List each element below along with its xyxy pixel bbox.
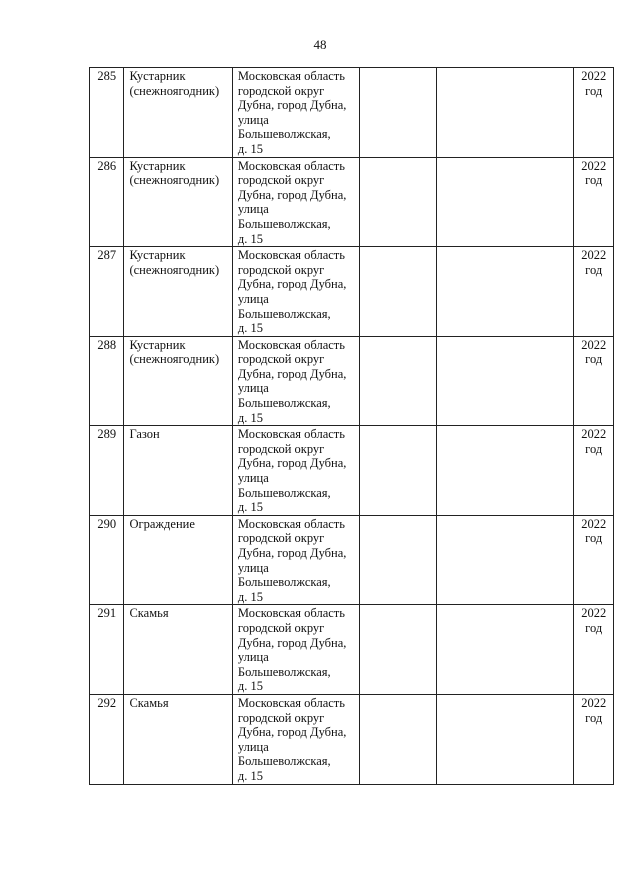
address-cell <box>232 515 359 605</box>
address-line: городской округ <box>237 83 325 98</box>
address-line: Большеволжская, <box>237 664 331 679</box>
object-name-line: (снежноягодник) <box>129 173 220 188</box>
object-name-line: Кустарник <box>129 158 186 173</box>
empty-cell-col4 <box>359 694 436 784</box>
empty-cell-col5 <box>436 515 574 605</box>
empty-cell-col5 <box>436 157 574 247</box>
year-cell <box>574 694 614 784</box>
year-line: 2022 <box>581 695 607 710</box>
year-line: год <box>585 441 603 456</box>
address-line: Большеволжская, <box>237 396 331 411</box>
year-line: год <box>585 620 603 635</box>
object-name-cell <box>124 426 232 516</box>
table-row <box>90 605 614 695</box>
year-cell <box>574 605 614 695</box>
table-row <box>90 68 614 158</box>
address-line: Большеволжская, <box>237 306 331 321</box>
year-line: 2022 <box>581 606 607 621</box>
address-line: д. 15 <box>237 679 264 694</box>
object-name-cell <box>124 336 232 426</box>
address-line: Дубна, город Дубна, <box>237 98 347 113</box>
empty-cell-col5 <box>436 247 574 337</box>
row-number-cell: 292 <box>90 694 124 784</box>
address-cell <box>232 426 359 516</box>
year-line: 2022 <box>581 427 607 442</box>
empty-cell-col4 <box>359 605 436 695</box>
empty-cell-col5 <box>436 605 574 695</box>
empty-cell-col5 <box>436 426 574 516</box>
address-cell <box>232 336 359 426</box>
address-line: Дубна, город Дубна, <box>237 546 347 560</box>
table-row <box>90 694 614 784</box>
address-cell <box>232 68 359 158</box>
empty-cell-col4 <box>359 515 436 605</box>
address-line: Московская область <box>237 158 345 173</box>
address-line: Московская область <box>237 69 345 83</box>
object-name-cell <box>124 605 232 695</box>
year-line: 2022 <box>581 158 607 173</box>
row-number-cell: 285 <box>90 68 124 158</box>
address-line: улица <box>237 560 269 575</box>
address-line: городской округ <box>237 441 325 456</box>
row-number-cell: 287 <box>90 247 124 337</box>
year-cell <box>574 426 614 516</box>
address-line: Дубна, город Дубна, <box>237 366 347 381</box>
year-cell <box>574 247 614 337</box>
object-name-line: Кустарник <box>129 248 186 263</box>
object-name-line: Скамья <box>129 606 169 621</box>
row-number-cell: 286 <box>90 157 124 247</box>
address-line: Дубна, город Дубна, <box>237 635 347 650</box>
address-line: Большеволжская, <box>237 485 331 500</box>
object-name-line: Ограждение <box>129 516 195 531</box>
year-line: 2022 <box>581 69 607 83</box>
address-line: улица <box>237 202 269 217</box>
address-line: улица <box>237 112 269 127</box>
address-line: городской округ <box>237 352 325 367</box>
year-cell <box>574 336 614 426</box>
object-name-line: Кустарник <box>129 69 186 83</box>
object-name-line: (снежноягодник) <box>129 83 220 98</box>
year-line: 2022 <box>581 248 607 263</box>
address-line: д. 15 <box>237 321 264 336</box>
address-line: Московская область <box>237 695 345 710</box>
table-row <box>90 426 614 516</box>
object-name-cell <box>124 515 232 605</box>
address-line: Дубна, город Дубна, <box>237 725 347 740</box>
year-line: год <box>585 173 603 188</box>
empty-cell-col5 <box>436 68 574 158</box>
empty-cell-col4 <box>359 247 436 337</box>
address-line: Дубна, город Дубна, <box>237 277 347 292</box>
year-line: 2022 <box>581 337 607 352</box>
year-line: год <box>585 352 603 367</box>
address-cell <box>232 605 359 695</box>
address-line: Московская область <box>237 248 345 263</box>
empty-cell-col4 <box>359 426 436 516</box>
year-line: год <box>585 710 603 725</box>
address-line: Большеволжская, <box>237 575 331 590</box>
address-line: д. 15 <box>237 768 264 783</box>
year-line: год <box>585 83 603 98</box>
address-line: д. 15 <box>237 500 264 515</box>
empty-cell-col5 <box>436 336 574 426</box>
address-line: городской округ <box>237 710 325 725</box>
year-line: 2022 <box>581 516 607 531</box>
year-line: год <box>585 262 603 277</box>
empty-cell-col4 <box>359 68 436 158</box>
year-line: год <box>585 531 603 546</box>
address-line: Большеволжская, <box>237 127 331 142</box>
address-line: д. 15 <box>237 231 264 246</box>
address-line: Московская область <box>237 337 345 352</box>
address-line: Московская область <box>237 516 345 531</box>
address-line: улица <box>237 739 269 754</box>
object-name-line: (снежноягодник) <box>129 262 220 277</box>
address-line: городской округ <box>237 620 325 635</box>
address-cell <box>232 694 359 784</box>
row-number-cell: 291 <box>90 605 124 695</box>
empty-cell-col5 <box>436 694 574 784</box>
table-row <box>90 157 614 247</box>
table-row <box>90 515 614 605</box>
row-number-cell: 289 <box>90 426 124 516</box>
address-line: улица <box>237 291 269 306</box>
object-name-cell <box>124 157 232 247</box>
address-line: городской округ <box>237 262 325 277</box>
address-line: улица <box>237 471 269 486</box>
table-row <box>90 336 614 426</box>
registry-table <box>89 67 614 785</box>
object-name-line: (снежноягодник) <box>129 352 220 367</box>
table-row <box>90 247 614 337</box>
object-name-cell <box>124 694 232 784</box>
address-cell <box>232 157 359 247</box>
address-line: городской округ <box>237 173 325 188</box>
address-line: Большеволжская, <box>237 754 331 769</box>
object-name-cell <box>124 68 232 158</box>
address-line: Дубна, город Дубна, <box>237 187 347 202</box>
year-cell <box>574 68 614 158</box>
address-line: Московская область <box>237 606 345 621</box>
year-cell <box>574 515 614 605</box>
empty-cell-col4 <box>359 157 436 247</box>
object-name-cell <box>124 247 232 337</box>
address-line: Большеволжская, <box>237 216 331 231</box>
address-line: д. 15 <box>237 410 264 425</box>
address-line: д. 15 <box>237 141 264 156</box>
address-line: Дубна, город Дубна, <box>237 456 347 471</box>
year-cell <box>574 157 614 247</box>
empty-cell-col4 <box>359 336 436 426</box>
object-name-line: Скамья <box>129 695 169 710</box>
address-line: д. 15 <box>237 589 264 604</box>
object-name-line: Кустарник <box>129 337 186 352</box>
address-line: улица <box>237 650 269 665</box>
address-line: городской округ <box>237 531 325 546</box>
address-line: Московская область <box>237 427 345 442</box>
page-number: 48 <box>313 37 327 52</box>
row-number-cell: 288 <box>90 336 124 426</box>
address-cell <box>232 247 359 337</box>
row-number-cell: 290 <box>90 515 124 605</box>
object-name-line: Газон <box>129 427 160 442</box>
address-line: улица <box>237 381 269 396</box>
registry-table-body <box>90 68 614 785</box>
